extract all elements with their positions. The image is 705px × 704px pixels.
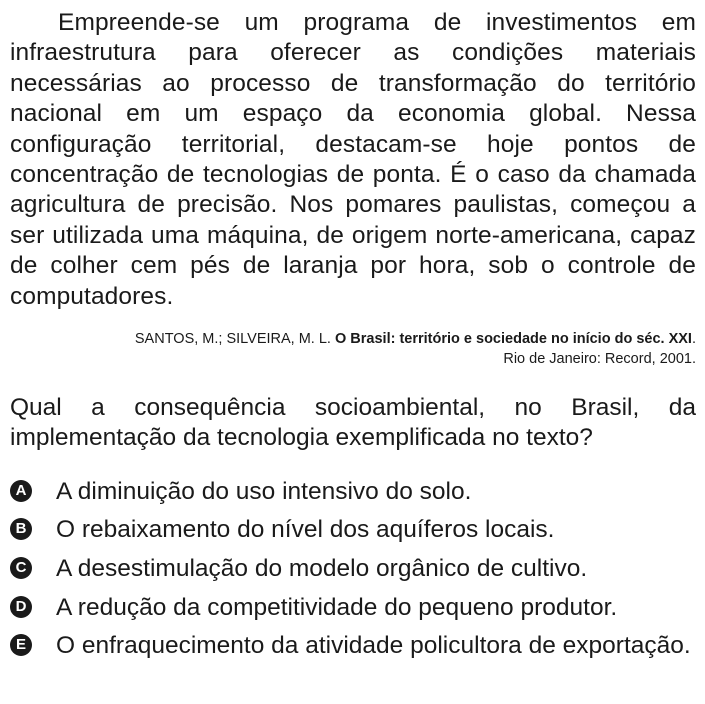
option-e-text: O enfraquecimento da atividade policultora de exportação. <box>56 632 691 660</box>
option-d-letter-badge: D <box>10 596 32 618</box>
option-d-text: A redução da competitividade do pequeno produtor. <box>56 593 618 621</box>
option-c-letter-badge: C <box>10 557 32 579</box>
citation-title: O Brasil: território e sociedade no início do séc. XXI <box>335 331 692 348</box>
option-e[interactable] <box>10 630 696 661</box>
option-d[interactable] <box>10 592 696 623</box>
question-page <box>10 8 696 669</box>
passage-text: Empreende-se um programa de investimentos em infraestrutura para oferecer as condições materiais necessárias ao processo de transformação do território nacional em um espaço da economia global. Nessa configuração territorial, destacam-se hoje pontos de concentração de tecnologias de ponta. É o caso da chamada agricultura de precisão. Nos pomares paulistas, começou a ser utilizada uma máquina, de origem norte-americana, capaz de colher cem pés de laranja por hora, sob o controle de computadores. <box>10 9 696 310</box>
option-b-text: O rebaixamento do nível dos aquíferos locais. <box>56 516 555 544</box>
answer-options <box>10 476 696 661</box>
option-a-letter-badge: A <box>10 480 32 502</box>
option-e-letter-badge: E <box>10 634 32 656</box>
option-b[interactable] <box>10 514 696 545</box>
option-c-text: A desestimulação do modelo orgânico de cultivo. <box>56 555 588 583</box>
option-a[interactable] <box>10 476 696 507</box>
citation <box>10 329 696 369</box>
question-text: Qual a consequência socioambiental, no Brasil, da implementação da tecnologia exemplificada no texto? <box>10 394 696 452</box>
citation-line-1 <box>10 329 696 349</box>
citation-publisher: Rio de Janeiro: Record, 2001. <box>503 351 696 368</box>
citation-title-end: . <box>691 331 696 348</box>
option-b-letter-badge: B <box>10 518 32 540</box>
citation-authors: SANTOS, M.; SILVEIRA, M. L. <box>134 331 335 348</box>
option-a-text: A diminuição do uso intensivo do solo. <box>56 477 472 505</box>
option-c[interactable] <box>10 553 696 584</box>
